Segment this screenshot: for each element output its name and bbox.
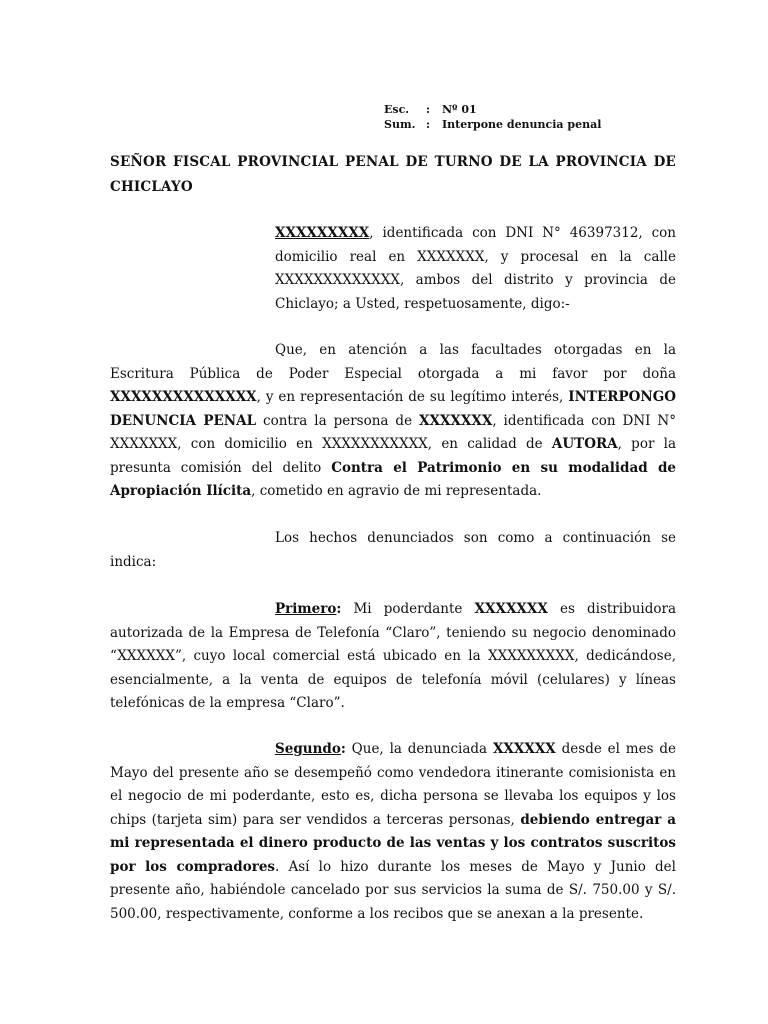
document-reference	[384, 102, 601, 132]
principal-name: XXXXXXXXXXXXXX	[110, 389, 257, 405]
primero-text-1: Mi poderdante	[341, 601, 475, 617]
complaint-text-2: , y en representación de su legítimo interés,	[256, 389, 569, 405]
complaint-text-1: Que, en atención a las facultades otorgadas en la Escritura Pública de Poder Especial otorgada a mi favor por doña	[110, 342, 676, 382]
complaint-paragraph	[110, 339, 676, 504]
obligation-text: debiendo entregar a mi representada el dinero producto de las ventas y los contratos suscritos por los compradores	[110, 811, 676, 875]
complaint-text-5: , por la presunta comisión del delito	[110, 436, 676, 476]
sumilla-row	[384, 117, 601, 132]
escrito-colon: :	[426, 103, 431, 116]
fact-primero-paragraph	[110, 598, 676, 716]
intro-paragraph	[275, 222, 676, 316]
intro-text: , identificada con DNI N° 46397312, con domicilio real en XXXXXXX, y procesal en la calle XXXXXXXXXXXXX, ambos del distrito y provincia de Chiclayo; a Usted, respetuosamente, digo:-	[275, 225, 676, 312]
segundo-colon: :	[340, 741, 346, 757]
escrito-number-row	[384, 102, 601, 117]
escrito-number: Nº 01	[442, 103, 477, 116]
denunciada-name: XXXXXX	[492, 741, 556, 757]
accused-name: XXXXXXX	[419, 412, 493, 429]
complaint-text-4: , identificada con DNI N° XXXXXXX, con domicilio en XXXXXXXXXXX, en calidad de	[110, 412, 676, 452]
interpongo-denuncia: INTERPONGO DENUNCIA PENAL	[110, 389, 676, 429]
complaint-text-3: contra la persona de	[256, 412, 419, 429]
primero-label: Primero	[275, 601, 337, 617]
segundo-text-3: . Así lo hizo durante los meses de Mayo y Junio del presente año, habiéndole cancelado por sus servicios la suma de S/. 750.00 y S/. 500.00, respectivamente, conforme a los recibos que se anexan a la presente.	[110, 858, 676, 922]
addressee-heading: SEÑOR FISCAL PROVINCIAL PENAL DE TURNO DE LA PROVINCIA DE CHICLAYO	[110, 154, 676, 195]
sumilla-colon: :	[426, 118, 431, 131]
escrito-label: Esc.	[384, 103, 410, 116]
sumilla-text: Interpone denuncia penal	[442, 118, 602, 131]
crime-type: Contra el Patrimonio en su modalidad de Apropiación Ilícita	[110, 459, 676, 499]
facts-intro-paragraph	[110, 527, 676, 574]
fact-segundo-paragraph	[110, 738, 676, 926]
segundo-text-2: desde el mes de Mayo del presente año se desempeñó como vendedora itinerante comisionista en el negocio de mi poderdante, esto es, dicha persona se llevaba los equipos y los chips (tarjeta sim) para ser vendidos a terceras personas,	[110, 741, 676, 828]
segundo-text-1: Que, la denunciada	[345, 741, 493, 757]
primero-colon: :	[336, 601, 342, 617]
primero-text-2: es distribuidora autorizada de la Empresa de Telefonía “Claro”, teniendo su negocio denominado “XXXXXX”, cuyo local comercial está ubicado en la XXXXXXXXX, dedicándose, esencialmente, a la venta de equipos de telefonía móvil (celulares) y líneas telefónicas de la empresa “Claro”.	[110, 601, 676, 711]
poderdante-name: XXXXXXX	[474, 601, 548, 617]
autora-label: AUTORA	[551, 436, 618, 452]
complainant-name: XXXXXXXXX	[275, 225, 370, 241]
facts-intro-text: Los hechos denunciados son como a continuación se indica:	[110, 530, 676, 570]
sumilla-label: Sum.	[384, 118, 416, 131]
complaint-text-6: , cometido en agravio de mi representada.	[251, 483, 542, 499]
segundo-label: Segundo	[275, 741, 341, 757]
